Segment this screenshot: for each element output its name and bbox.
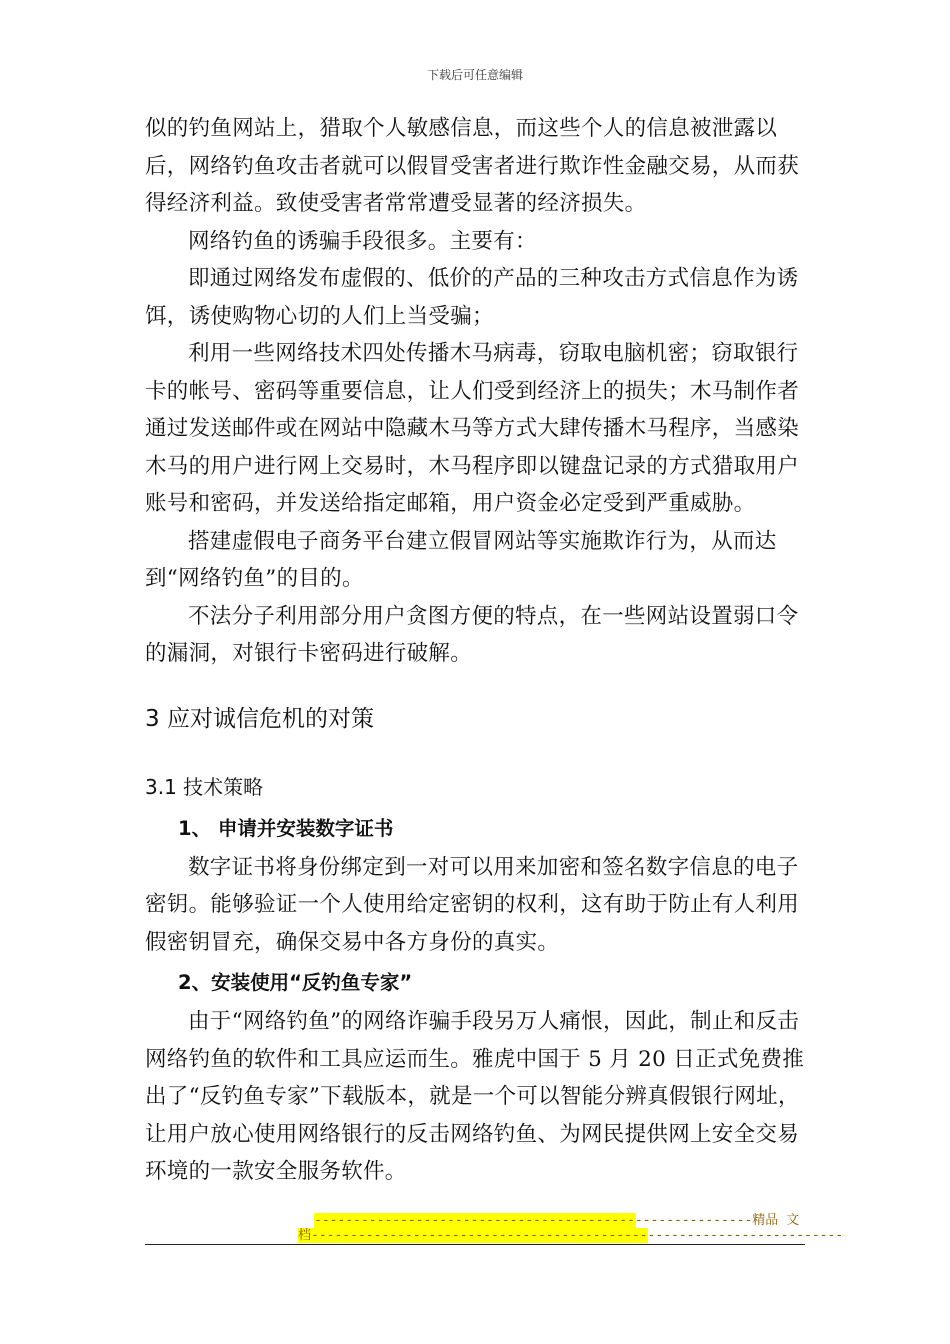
subsection-heading-3-1: 3.1 技术策略 <box>145 774 264 799</box>
footer-watermark <box>298 1213 844 1243</box>
paragraph-continuation: 似的钓鱼网站上，猎取个人敏感信息，而这些个人的信息被泄露以后，网络钓鱼攻击者就可以假冒受害者进行欺诈性金融交易，从而获得经济利益。致使受害者常常遭受显著的经济损失。 <box>145 116 800 216</box>
footer-watermark-line-2: 档-------------------------------------------------------------------- <box>298 1228 844 1243</box>
paragraph-digital-certificate: 数字证书将身份绑定到一对可以用来加密和签名数字信息的电子密钥。能够验证一个人使用给定密钥的权利，这有助于防止有人利用假密钥冒充，确保交易中各方身份的真实。 <box>145 854 800 955</box>
paragraph-method-fake-products: 即通过网络发布虚假的、低价的产品的三种攻击方式信息作为诱饵，诱使购物心切的人们上当受骗； <box>145 266 799 329</box>
item-heading-digital-certificate: 1、 申请并安装数字证书 <box>178 816 394 840</box>
section-heading-3: 3 应对诚信危机的对策 <box>145 705 374 732</box>
paragraph-method-fake-site: 搭建虚假电子商务平台建立假冒网站等实施欺诈行为，从而达到“网络钓鱼”的目的。 <box>145 528 777 591</box>
footer-divider <box>145 1244 805 1245</box>
paragraph-method-weak-password: 不法分子利用部分用户贪图方便的特点，在一些网站设置弱口令的漏洞，对银行卡密码进行破解。 <box>145 603 799 666</box>
paragraph-anti-phishing: 由于“网络钓鱼”的网络诈骗手段另万人痛恨，因此，制止和反击网络钓鱼的软件和工具应运而生。雅虎中国于 5 月 20 日正式免费推出了“反钓鱼专家”下载版本，就是一个可以智能分辨真假银行网址，让用户放心使用网络银行的反击网络钓鱼、为网民提供网上安全交易环境的一款安全服务软件。 <box>145 1009 805 1184</box>
page-header: 下载后可任意编辑 <box>426 68 523 82</box>
item-heading-anti-phishing: 2、安装使用“反钓鱼专家” <box>178 971 413 994</box>
footer-watermark-line-1: --------------------------------------------------------精品 文 <box>314 1213 800 1228</box>
paragraph-phishing-methods-intro: 网络钓鱼的诱骗手段很多。主要有： <box>188 228 537 254</box>
document-body <box>145 110 805 1191</box>
paragraph-method-trojan: 利用一些网络技术四处传播木马病毒，窃取电脑机密；窃取银行卡的帐号、密码等重要信息，让人们受到经济上的损失；木马制作者通过发送邮件或在网站中隐藏木马等方式大肆传播木马程序，当感染木马的用户进行网上交易时，木马程序即以键盘记录的方式猎取用户账号和密码，并发送给指定邮箱，用户资金必定受到严重威胁。 <box>145 341 800 516</box>
